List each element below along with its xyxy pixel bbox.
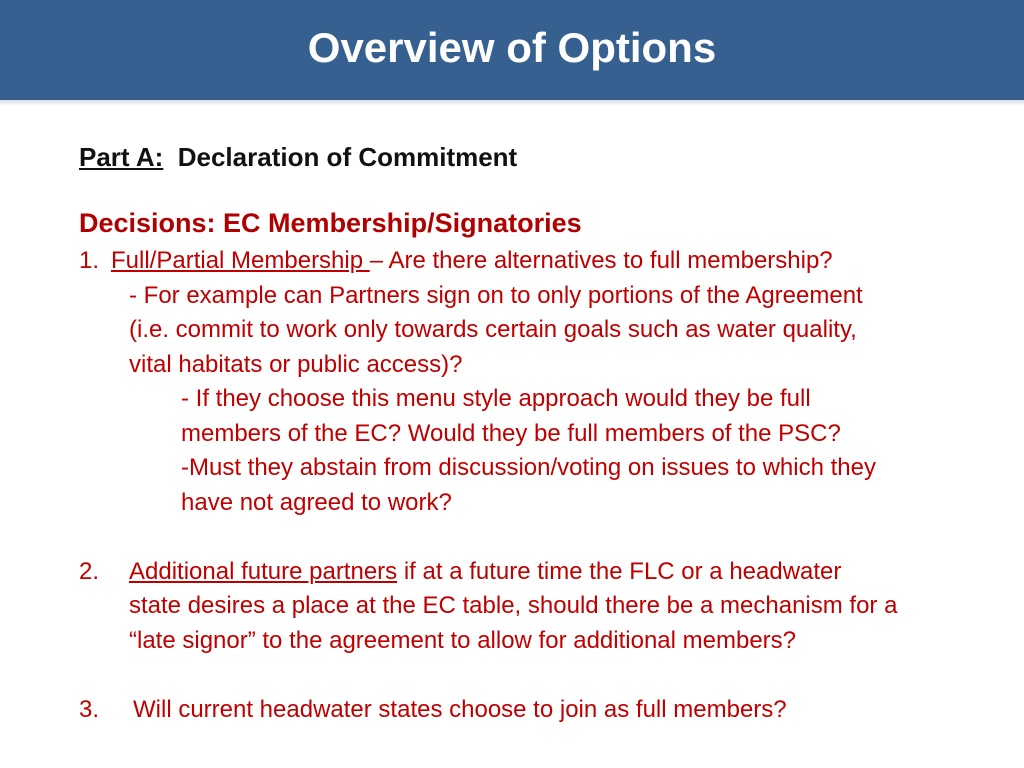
- slide-content: [79, 140, 979, 727]
- item-1: [79, 244, 979, 279]
- item-2: [79, 555, 979, 590]
- item-1-link: Full/Partial Membership: [111, 247, 370, 274]
- item-2-line: state desires a place at the EC table, should there be a mechanism for a: [129, 592, 898, 619]
- item-1-subsub-line: -Must they abstain from discussion/voting on issues to which they: [181, 454, 876, 481]
- item-1-text: – Are there alternatives to full membership?: [369, 247, 833, 274]
- item-3: [79, 693, 979, 728]
- spacer: [79, 658, 979, 693]
- part-a-text: Declaration of Commitment: [177, 142, 518, 172]
- title-bar: [0, 0, 1024, 102]
- item-2-number: 2.: [79, 557, 100, 585]
- item-3-text: Will current headwater states choose to join as full members?: [133, 695, 787, 723]
- item-2-text: if at a future time the FLC or a headwater: [397, 557, 842, 585]
- item-2-link: Additional future partners: [129, 557, 398, 585]
- item-2-line: “late signor” to the agreement to allow for additional members?: [129, 626, 797, 654]
- slide-title: Overview of Options: [307, 24, 717, 71]
- item-1-subsub-line: - If they choose this menu style approach would they be full: [181, 385, 811, 412]
- item-1-number: 1.: [79, 247, 100, 274]
- decisions-heading: Decisions: EC Membership/Signatories: [79, 208, 582, 238]
- part-a-label: Part A:: [79, 142, 164, 172]
- item-1-sub-line: (i.e. commit to work only towards certain goals such as water quality,: [129, 316, 857, 343]
- item-1-sub-line: vital habitats or public access)?: [129, 350, 463, 378]
- item-1-subsub-line: members of the EC? Would they be full members of the PSC?: [181, 419, 841, 447]
- item-3-number: 3.: [79, 695, 100, 723]
- item-1-subsub-line: have not agreed to work?: [181, 488, 452, 516]
- part-a-heading: [79, 140, 979, 180]
- item-1-sub-line: - For example can Partners sign on to only portions of the Agreement: [129, 281, 863, 309]
- spacer: [79, 520, 979, 555]
- title-divider: [0, 100, 1024, 106]
